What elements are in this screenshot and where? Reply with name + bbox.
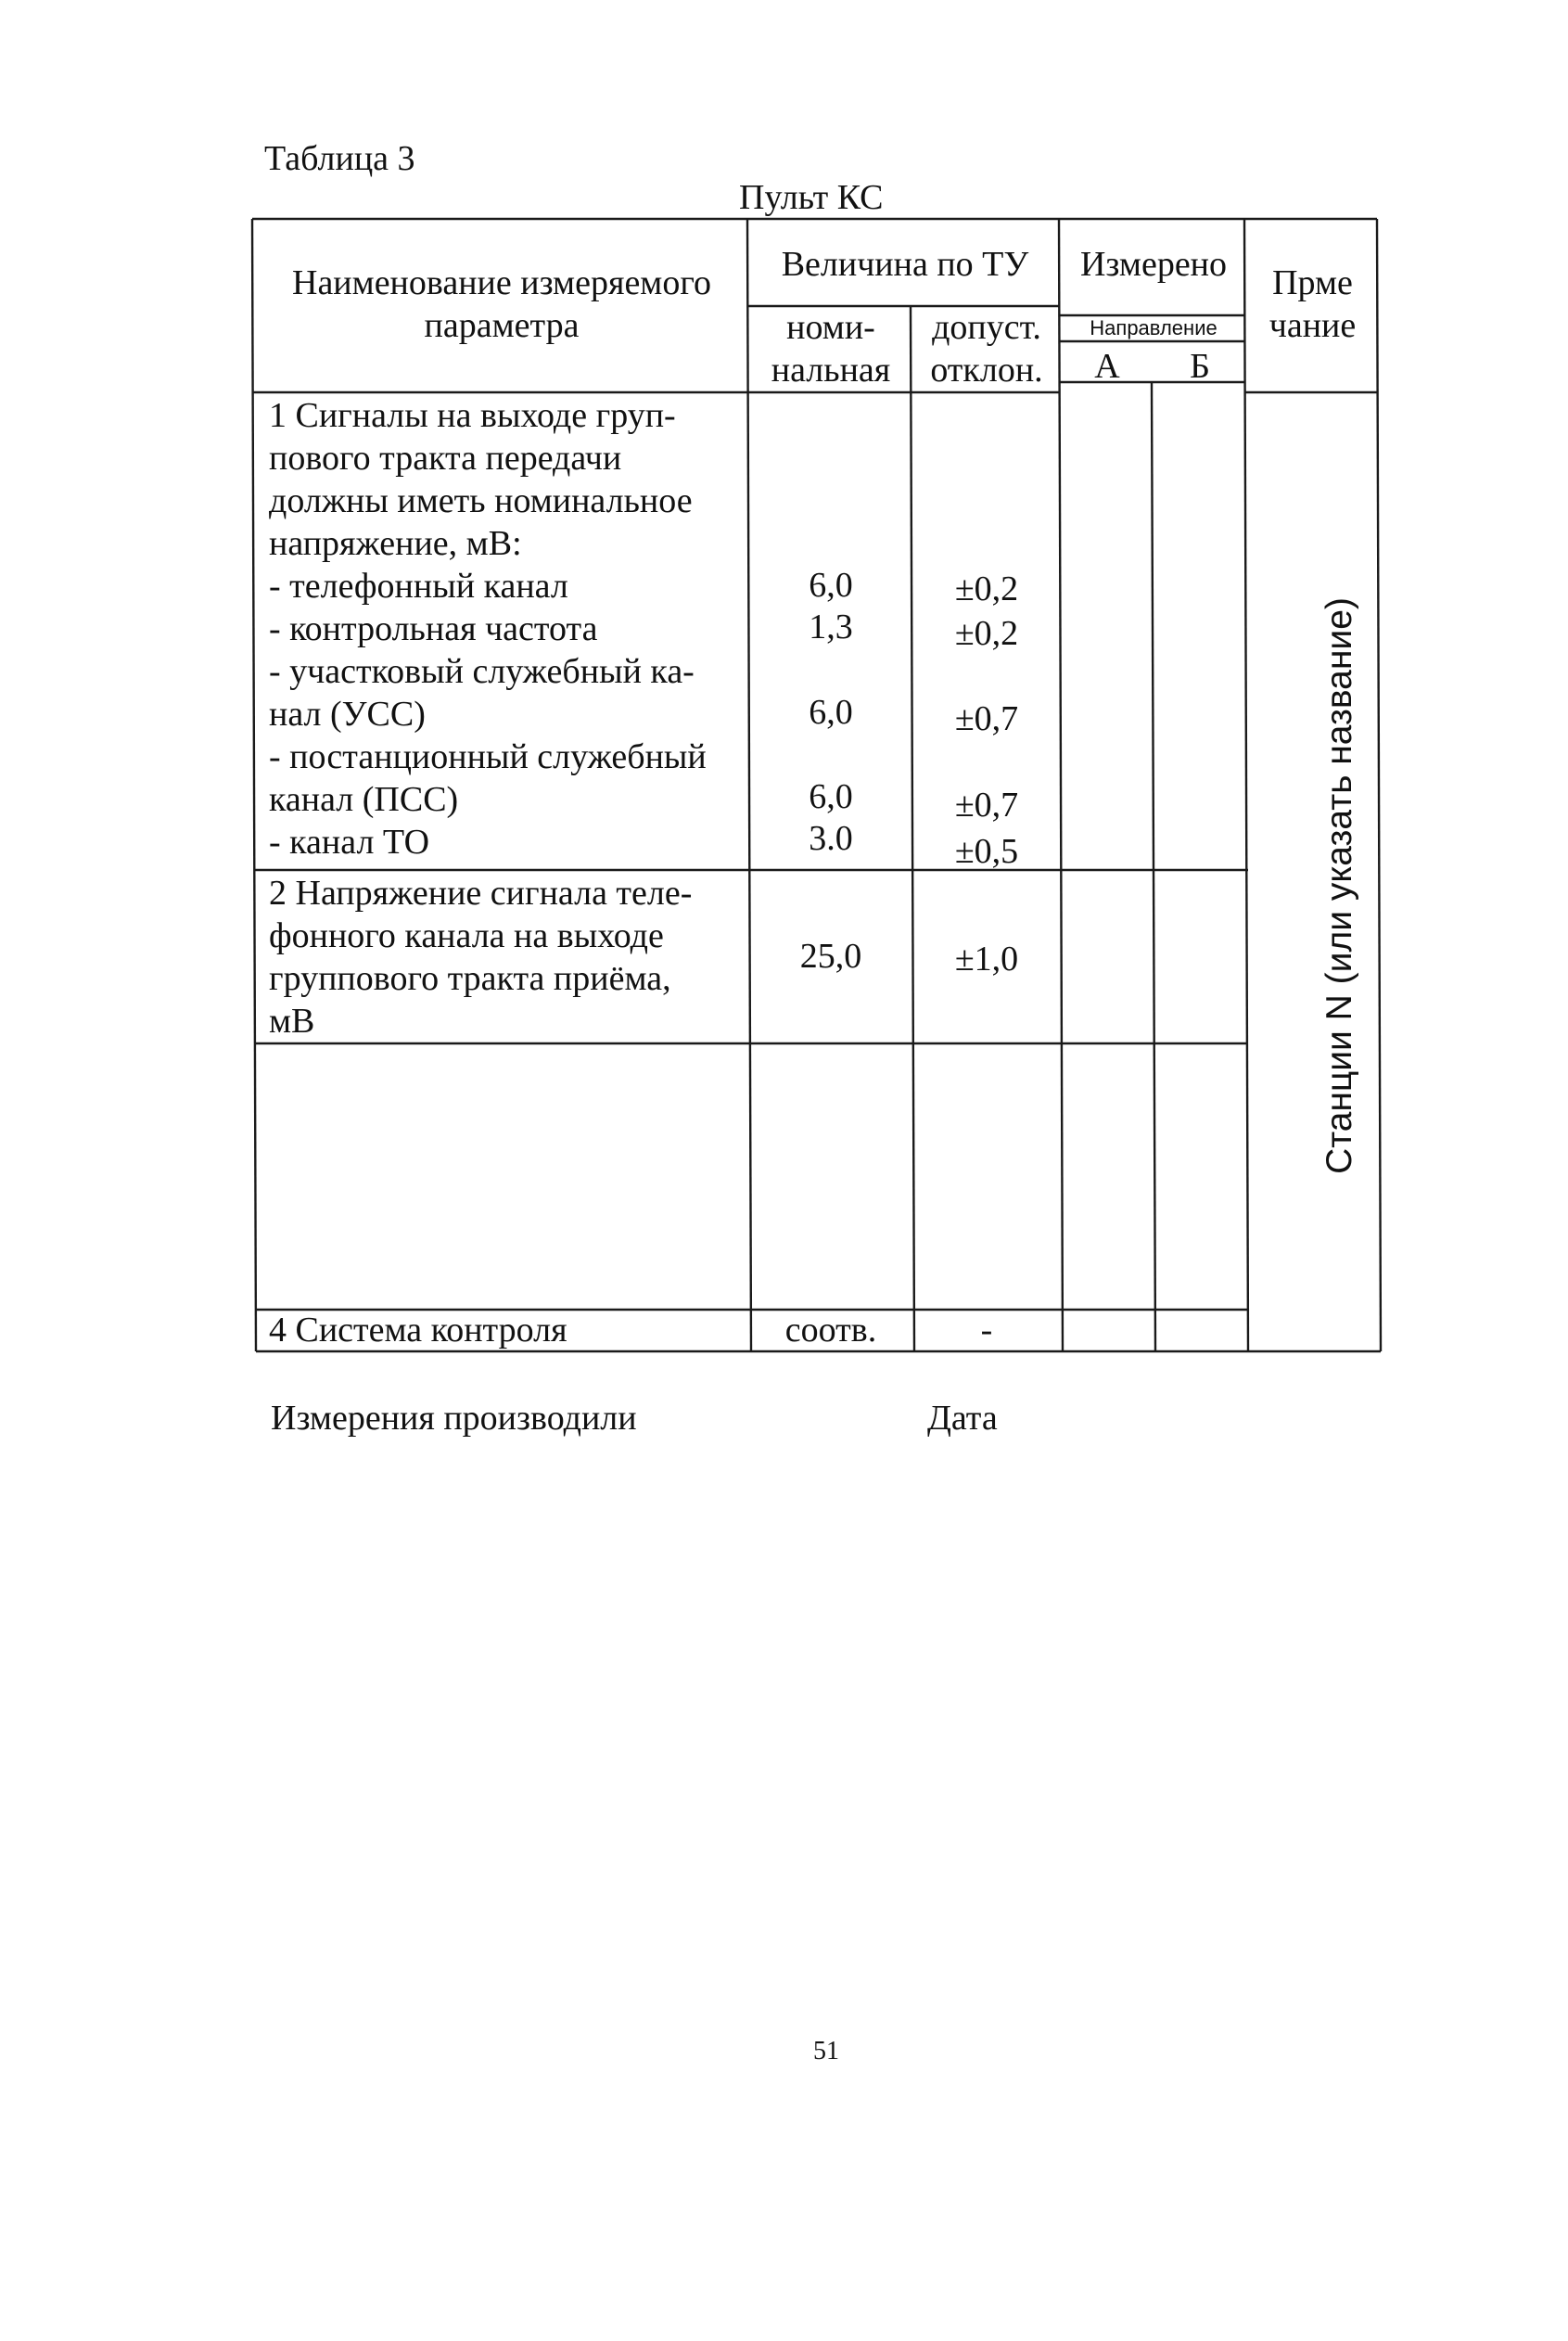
- header-note: Прме чание: [1268, 263, 1357, 345]
- row4-nominal: соотв.: [784, 1311, 877, 1350]
- header-direction-b: Б: [1190, 347, 1210, 386]
- table-subtitle: Пульт КС: [739, 178, 884, 217]
- page-number: 51: [813, 2037, 839, 2066]
- row4-tolerance: -: [980, 1311, 993, 1350]
- note-vertical-text: Станции N (или указать название): [1319, 597, 1359, 1174]
- header-tu-value: Величина по ТУ: [781, 245, 1029, 284]
- header-direction-a: А: [1094, 347, 1120, 386]
- date-label: Дата: [927, 1399, 998, 1438]
- header-tolerance: допуст. отклон.: [930, 308, 1043, 390]
- measured-by-label: Измерения производили: [271, 1399, 637, 1438]
- header-nominal: номи- нальная: [771, 308, 891, 390]
- header-direction: Направление: [1090, 316, 1217, 339]
- header-measured: Измерено: [1079, 245, 1228, 284]
- row4-parameter: 4 Система контроля: [269, 1311, 567, 1350]
- row2-tolerance: ±1,0: [954, 940, 1019, 979]
- header-parameter: Наименование измеряемого параметра: [292, 263, 711, 345]
- row2-parameter: 2 Напряжение сигнала теле- фонного канала на выходе группового тракта приёма, мВ: [269, 874, 693, 1041]
- row2-nominal: 25,0: [799, 937, 862, 976]
- table-caption: Таблица 3: [264, 139, 415, 178]
- row1-parameter: 1 Сигналы на выходе груп- пового тракта передачи должны иметь номинальное напряжение, мВ: - телефонный канал - контрольная частота - участковый служебный ка- нал (УСС) - постанционный служебный канал (ПСС) - канал ТО: [269, 396, 707, 862]
